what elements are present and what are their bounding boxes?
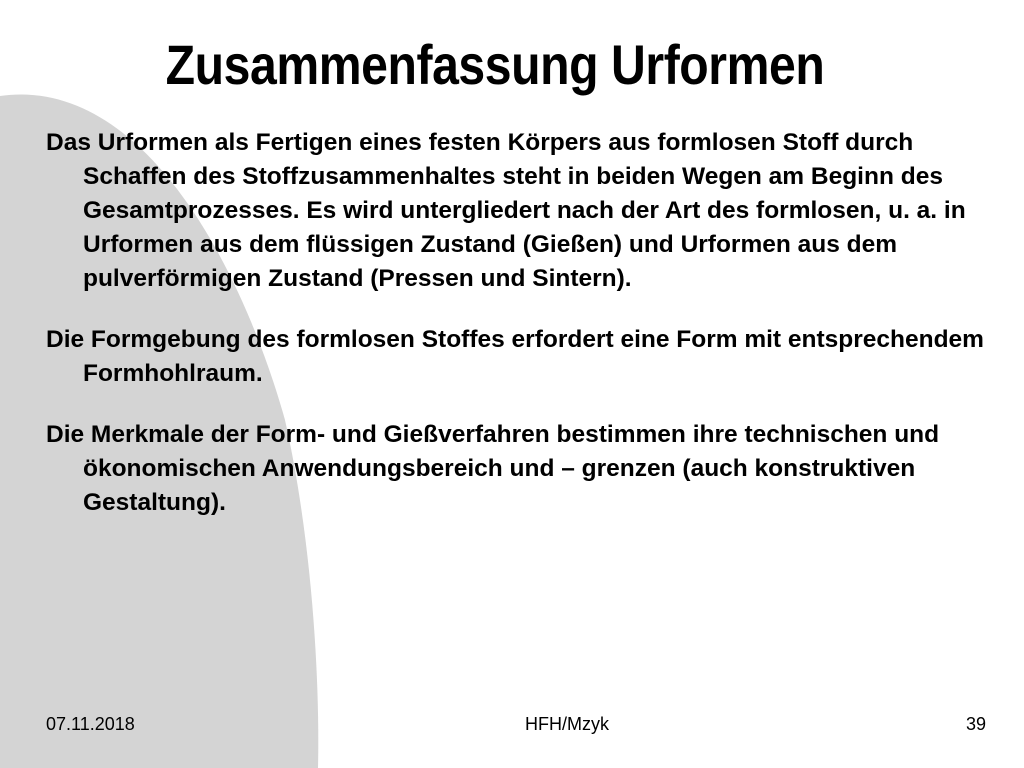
footer-author: HFH/Mzyk xyxy=(525,714,609,734)
footer-date: 07.11.2018 xyxy=(46,714,135,734)
footer-page-number: 39 xyxy=(965,714,986,734)
slide-title: Zusammenfassung Urformen xyxy=(165,33,825,96)
paragraph-formgebung: Die Formgebung des formlosen Stoffes erfordert eine Form mit entsprechendem Formhohlraum. xyxy=(46,326,984,387)
slide-body xyxy=(46,126,996,547)
paragraph-merkmale: Die Merkmale der Form- und Gießverfahren bestimmen ihre technischen und ökonomischen Anwendungsbereich und – grenzen (auch konstruktiven Gestaltung). xyxy=(46,421,940,516)
paragraph-urformen-definition: Das Urformen als Fertigen eines festen Körpers aus formlosen Stoff durch Schaffen des Stoffzusammenhaltes steht in beiden Wegen am Beginn des Gesamtprozesses. Es wird untergliedert nach der Art des formlosen, u. a. in Urformen aus dem flüssigen Zustand (Gießen) und Urformen aus dem pulverförmigen Zustand (Pressen und Sintern). xyxy=(46,129,966,292)
